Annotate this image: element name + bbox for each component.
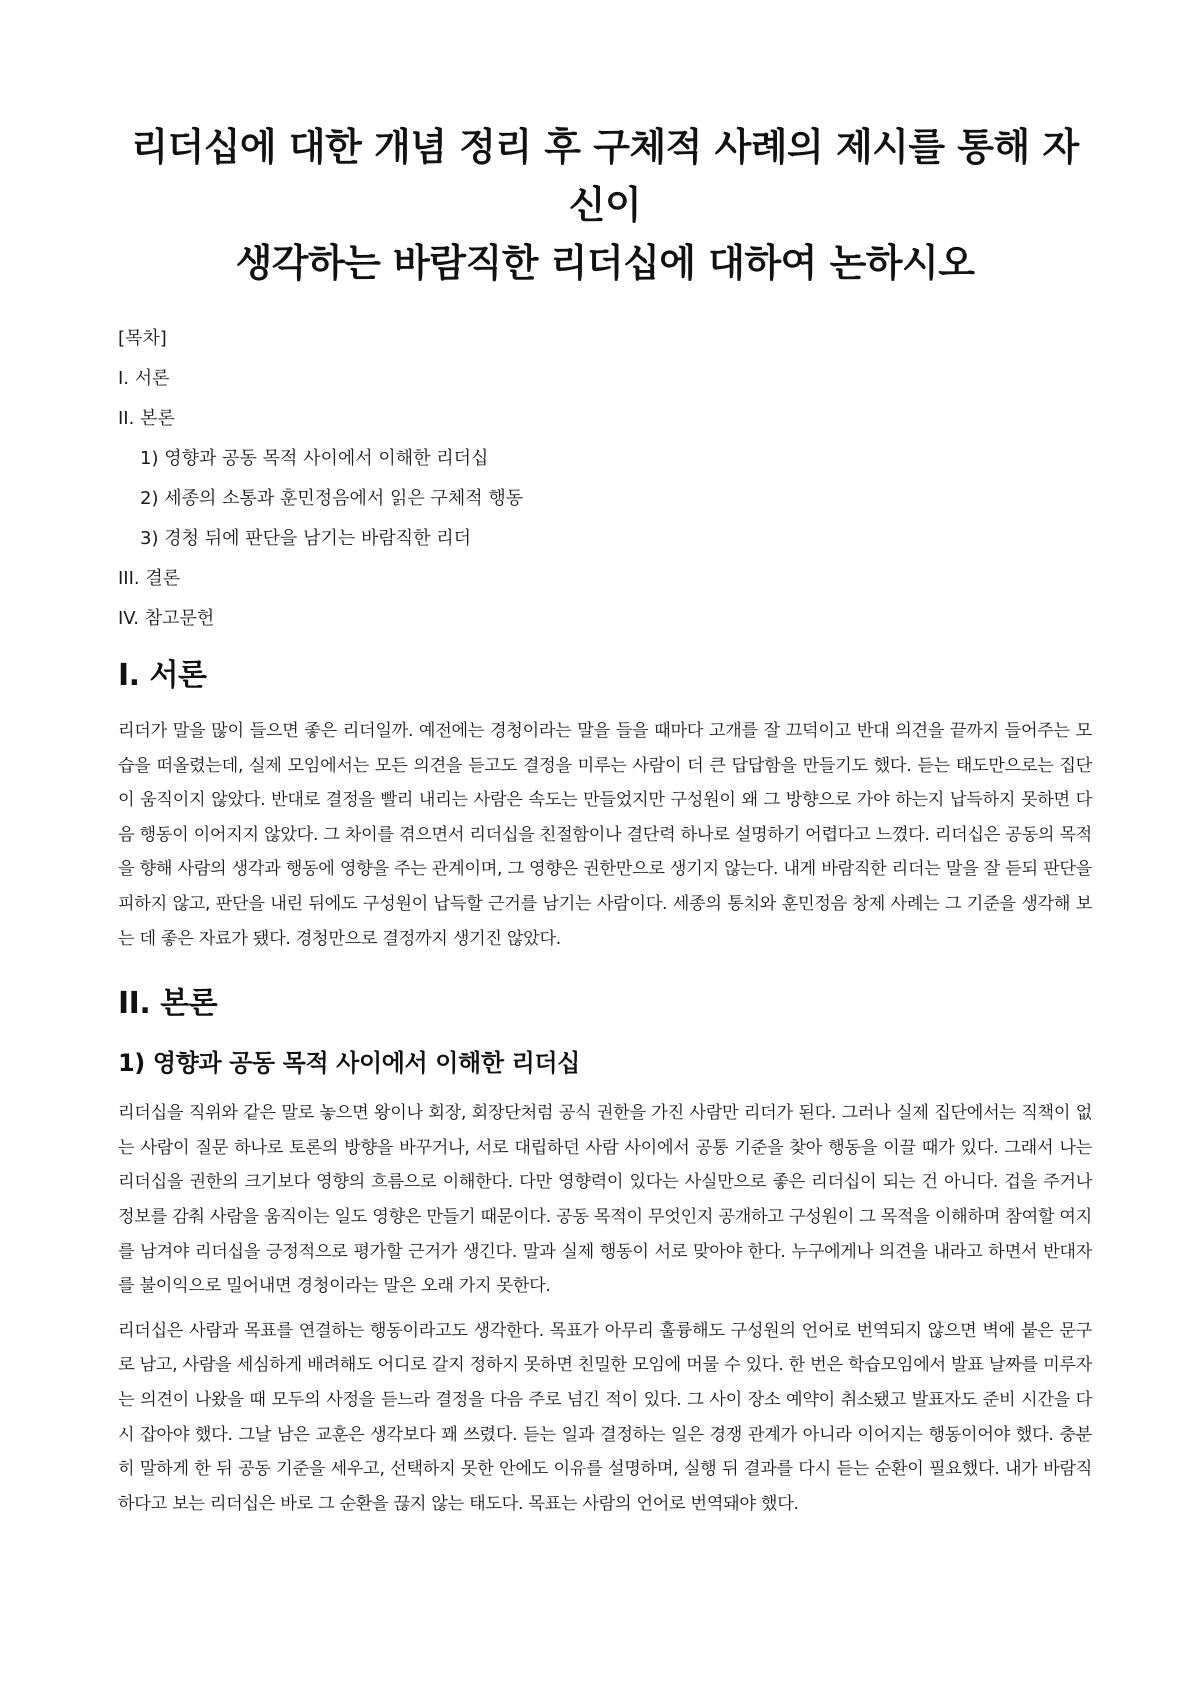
toc-item-references: IV. 참고문헌: [118, 608, 215, 629]
document-title: [118, 118, 1092, 292]
toc-heading: [목차]: [118, 328, 167, 349]
toc-item-body-1: 1) 영향과 공동 목적 사이에서 이해한 리더십: [140, 448, 489, 469]
toc-item-body-3: 3) 경청 뒤에 판단을 남기는 바람직한 리더: [140, 528, 472, 549]
toc-item-conclusion: III. 결론: [118, 568, 181, 589]
body-1-paragraph-2: 리더십은 사람과 목표를 연결하는 행동이라고도 생각한다. 목표가 아무리 훌륭해도 구성원의 언어로 번역되지 않으면 벽에 붙은 문구로 남고, 사람을 세심하게 배려해도 어디로 갈지 정하지 못하면 친밀한 모임에 머물 수 있다. 한 번은 학습모임에서 발표 날짜를 미루자는 의견이 나왔을 때 모두의 사정을 듣느라 결정을 다음 주로 넘긴 적이 있다. 그 사이 장소 예약이 취소됐고 발표자도 준비 시간을 다시 잡아야 했다. 그날 남은 교훈은 생각보다 꽤 쓰렸다. 듣는 일과 결정하는 일은 경쟁 관계가 아니라 이어지는 행동이어야 했다. 충분히 말하게 한 뒤 공동 기준을 세우고, 선택하지 못한 안에도 이유를 설명하며, 실행 뒤 결과를 다시 듣는 순환이 필요했다. 내가 바람직하다고 보는 리더십은 바로 그 순환을 끊지 않는 태도다. 목표는 사람의 언어로 번역돼야 했다.: [118, 1320, 1092, 1514]
document-title-line-1: 리더십에 대한 개념 정리 후 구체적 사례의 제시를 통해 자신이: [131, 125, 1079, 227]
toc-item-intro: I. 서론: [118, 368, 170, 389]
toc-item-body-2: 2) 세종의 소통과 훈민정음에서 읽은 구체적 행동: [140, 488, 524, 509]
intro-paragraph: 리더가 말을 많이 들으면 좋은 리더일까. 예전에는 경청이라는 말을 들을 때마다 고개를 잘 끄덕이고 반대 의견을 끝까지 들어주는 모습을 떠올렸는데, 실제 모임에서는 모든 의견을 듣고도 결정을 미루는 사람이 더 큰 답답함을 만들기도 했다. 듣는 태도만으로는 집단이 움직이지 않았다. 반대로 결정을 빨리 내리는 사람은 속도는 만들었지만 구성원이 왜 그 방향으로 가야 하는지 납득하지 못하면 다음 행동이 이어지지 않았다. 그 차이를 겪으면서 리더십을 친절함이나 결단력 하나로 설명하기 어렵다고 느꼈다. 리더십은 공동의 목적을 향해 사람의 생각과 행동에 영향을 주는 관계이며, 그 영향은 권한만으로 생기지 않는다. 내게 바람직한 리더는 말을 잘 듣되 판단을 피하지 않고, 판단을 내린 뒤에도 구성원이 납득할 근거를 남기는 사람이다. 세종의 통치와 훈민정음 창제 사례는 그 기준을 생각해 보는 데 좋은 자료가 됐다. 경청만으로 결정까지 생기진 않았다.: [118, 721, 1092, 949]
section-title-intro: I. 서론: [118, 658, 207, 693]
subsection-title-body-1: 1) 영향과 공동 목적 사이에서 이해한 리더십: [118, 1049, 580, 1078]
document-title-line-2: 생각하는 바람직한 리더십에 대하여 논하시오: [235, 241, 975, 285]
table-of-contents: [118, 328, 1092, 630]
toc-item-body: II. 본론: [118, 408, 175, 429]
body-1-paragraph-1: 리더십을 직위와 같은 말로 놓으면 왕이나 회장, 회장단처럼 공식 권한을 가진 사람만 리더가 된다. 그러나 실제 집단에서는 직책이 없는 사람이 질문 하나로 토론의 방향을 바꾸거나, 서로 대립하던 사람 사이에서 공통 기준을 찾아 행동을 이끌 때가 있다. 그래서 나는 리더십을 권한의 크기보다 영향의 흐름으로 이해한다. 다만 영향력이 있다는 사실만으로 좋은 리더십이 되는 건 아니다. 겁을 주거나 정보를 감춰 사람을 움직이는 일도 영향은 만들기 때문이다. 공동 목적이 무엇인지 공개하고 구성원이 그 목적을 이해하며 참여할 여지를 남겨야 리더십을 긍정적으로 평가할 근거가 생긴다. 말과 실제 행동이 서로 맞아야 한다. 누구에게나 의견을 내라고 하면서 반대자를 불이익으로 밀어내면 경청이라는 말은 오래 가지 못한다.: [118, 1103, 1092, 1297]
section-title-body: II. 본론: [118, 986, 218, 1022]
